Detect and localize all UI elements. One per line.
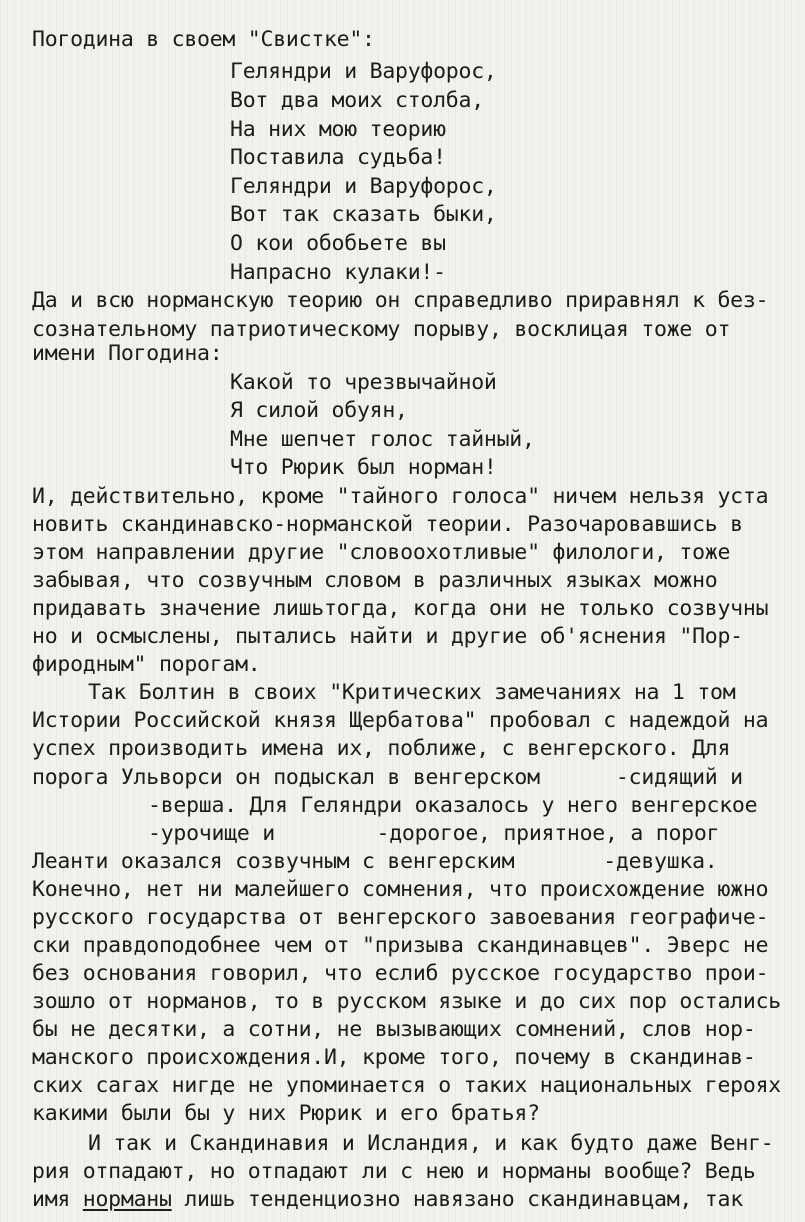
verse-line: Напрасно кулаки!- — [230, 260, 446, 285]
text-line: без основания говорил, что еслиб русское государство прои- — [32, 961, 769, 986]
text-line: Истории Российской князя Щербатова" пробовал с надеждой на — [32, 708, 769, 733]
verse-line: О кои обобьете вы — [230, 231, 446, 256]
text-line: какими были бы у них Рюрик и его братья? — [32, 1101, 540, 1126]
underlined-word: норманы — [82, 1187, 172, 1212]
verse-line: Мне шепчет голос тайный, — [230, 427, 535, 452]
text-fragment: лишь тенденциозно навязано скандинавцам, так — [184, 1187, 743, 1212]
text-line: успех производить имена их, поближе, с венгерского. Для — [32, 736, 731, 761]
text-line: Леанти оказался созвучным с венгерским -девушка. — [32, 849, 718, 874]
verse-line: Геляндри и Варуфорос, — [230, 59, 497, 84]
verse-line: Вот так сказать быки, — [230, 202, 497, 227]
text-line: рия отпадают, но отпадают ли с нею и норманы вообще? Ведь — [32, 1159, 756, 1184]
text-line: ских сагах нигде не упоминается о таких национальных героях — [32, 1073, 781, 1098]
text-line: порога Ульворси он подыскал в венгерском -сидящий и — [32, 765, 743, 790]
text-line: Да и всю норманскую теорию он справедливо приравнял к без- — [32, 288, 769, 313]
text-line: придавать значение лишьтогда, когда они не только созвучны — [32, 596, 769, 621]
text-line: фиродным" порогам. — [32, 652, 261, 677]
verse-line: На них мою теорию — [230, 117, 446, 142]
text-line: бы не десятки, а сотни, не вызывающих сомнений, слов нор- — [32, 1017, 756, 1042]
text-line: ски правдоподобнее чем от "призыва скандинавцев". Эверс не — [32, 933, 769, 958]
text-line: новить скандинавско-норманской теории. Разочаровавшись в — [32, 512, 743, 537]
verse-line: Какой то чрезвычайной — [230, 370, 497, 395]
text-line: зошло от норманов, то в русском языке и до сих пор остались — [32, 989, 781, 1014]
text-fragment: имя — [32, 1187, 71, 1212]
verse-line: Вот два моих столба, — [230, 88, 484, 113]
text-line: но и осмыслены, пытались найти и другие об'яснения "Пор- — [32, 624, 743, 649]
verse-line: Поставила судьба! — [230, 145, 446, 170]
text-line: -верша. Для Геляндри оказалось у него венгерское — [148, 793, 758, 818]
text-line: имени Погодина: — [32, 341, 223, 366]
text-line: манского происхождения.И, кроме того, почему в скандинав- — [32, 1045, 756, 1070]
verse-line: Я силой обуян, — [230, 398, 408, 423]
text-line: русского государства от венгерского завоевания географиче- — [32, 905, 769, 930]
text-line: -урочище и -дорогое, приятное, а порог — [148, 821, 720, 846]
text-line: этом направлении другие "словоохотливые" филологи, тоже — [32, 540, 731, 565]
verse-line: Что Рюрик был норман! — [230, 455, 497, 480]
text-line: Погодина в своем "Свистке": — [32, 27, 375, 52]
text-line: И, действительно, кроме "тайного голоса" ничем нельзя уста — [32, 484, 769, 509]
text-line: Конечно, нет ни малейшего сомнения, что происхождение южно — [32, 877, 769, 902]
text-line: сознательному патриотическому порыву, восклицая тоже от — [32, 317, 731, 342]
verse-line: Геляндри и Варуфорос, — [230, 174, 497, 199]
text-line: Так Болтин в своих "Критических замечаниях на 1 том — [88, 680, 736, 705]
text-line: забывая, что созвучным словом в различных языках можно — [32, 568, 718, 593]
text-line — [32, 1186, 743, 1214]
text-line: И так и Скандинавия и Исландия, и как будто даже Венг- — [88, 1131, 774, 1156]
